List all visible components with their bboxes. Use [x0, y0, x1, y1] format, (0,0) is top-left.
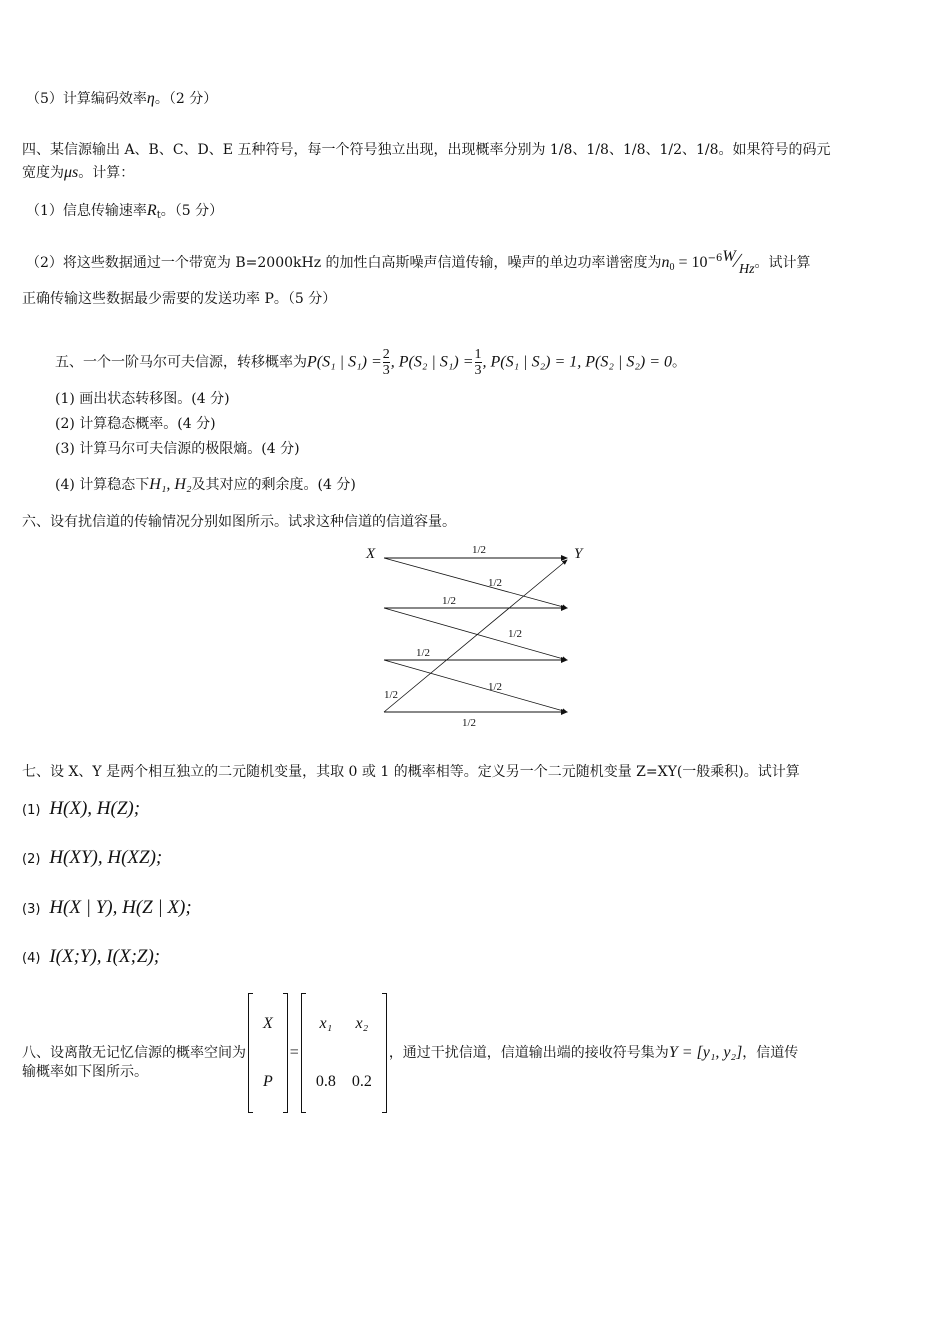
edge-label: 1/2 [472, 544, 487, 556]
q7-item-expression: H(X | Y), H(Z | X); [49, 897, 192, 918]
eta-symbol: η [146, 90, 155, 107]
q8-intro: 八、设离散无记忆信源的概率空间为 [22, 1045, 246, 1061]
n0-symbol: n [661, 254, 670, 271]
equals-sign: = [289, 1044, 299, 1061]
fraction-numerator: 2 [382, 347, 390, 362]
y-label: Y [574, 546, 583, 562]
q4-item2-text: （2）将这些数据通过一个带宽为 B=2000kHz 的加性白高斯噪声信道传输，噪声的单边功率谱密度为 [26, 255, 662, 271]
n0-subscript: 0 [669, 262, 675, 273]
q5-intro: 五、一个一阶马尔可夫信源，转移概率为 [55, 354, 307, 371]
q5-item4-text: (4) 计算稳态下 [55, 477, 150, 493]
edge-label: 1/2 [384, 689, 399, 701]
q4-stem-line2 [22, 164, 134, 182]
q5-prob-2: , P(S₂ | S₁) = [390, 353, 474, 371]
q7-item-expression: H(XY), H(XZ); [49, 847, 163, 868]
q5-item4 [55, 476, 356, 494]
n0-exponent: −6 [707, 253, 723, 264]
q4-item2-end: 。试计算 [754, 255, 811, 271]
unit-hz: Hz [738, 262, 755, 277]
x-label: X [366, 546, 376, 562]
q7-item-expression: I(X;Y), I(X;Z); [49, 946, 161, 967]
q4-item2 [26, 250, 811, 277]
q7-item-number: (3) [22, 902, 41, 917]
unit-slash: ∕ [735, 250, 739, 272]
q7-item3 [22, 897, 192, 921]
q8-middle-text: ，通过干扰信道，信道输出端的接收符号集为 [388, 1045, 669, 1061]
q4-item1 [26, 202, 223, 225]
unit-watt: W [722, 248, 736, 265]
output-symbol-set: Y = [y₁, y₂] [668, 1044, 743, 1061]
q7-item-expression: H(X), H(Z); [49, 798, 141, 819]
fraction-denominator: 3 [474, 363, 482, 378]
source-matrix-values [301, 993, 387, 1113]
edge-x3-y4 [384, 660, 567, 712]
fraction-1-3 [475, 347, 482, 378]
q5-item2: (2) 计算稳态概率。(4 分) [55, 416, 216, 432]
q7-item-number: (1) [22, 803, 41, 818]
matrix-p1: 0.8 [315, 1073, 336, 1090]
q4-item1-score: 。（5 分） [160, 203, 224, 219]
q5-stem [55, 347, 686, 378]
q7-item-number: (4) [22, 951, 41, 966]
n0-value: = 10 [674, 254, 708, 271]
edge-label: 1/2 [488, 681, 503, 693]
q4-item2-line2: 正确传输这些数据最少需要的发送功率 P。（5 分） [22, 291, 337, 307]
q6-stem: 六、设有扰信道的传输情况分别如图所示。试求这种信道的信道容量。 [22, 514, 456, 530]
fraction-2-3 [383, 347, 390, 378]
fraction-numerator: 1 [474, 347, 482, 362]
q8-stem-line2: 输概率如下图所示。 [22, 1064, 148, 1080]
edge-x2-y3 [384, 608, 567, 660]
q4-stem-line1: 四、某信源输出 A、B、C、D、E 五种符号，每一个符号独立出现，出现概率分别为 1/8、1/8、1/8、1/2、1/8。如果符号的码元 [22, 142, 831, 158]
q5-prob-1: P(S₁ | S₁) = [307, 353, 382, 371]
matrix-x1: x₁ [319, 1015, 333, 1032]
edge-label: 1/2 [488, 577, 503, 589]
matrix-p: P [263, 1073, 273, 1090]
source-matrix-symbols [248, 993, 288, 1113]
matrix-x2: x₂ [355, 1015, 369, 1032]
q4-item1-text: （1）信息传输速率 [26, 203, 147, 219]
q7-item4 [22, 946, 160, 970]
edge-label: 1/2 [442, 595, 457, 607]
q5-item4-score: 及其对应的剩余度。(4 分) [191, 477, 356, 493]
rate-symbol: R [146, 202, 157, 219]
q3-item5-score: 。（2 分） [154, 91, 218, 107]
q7-item1 [22, 798, 140, 822]
matrix-p2: 0.2 [351, 1073, 372, 1090]
q5-item3: (3) 计算马尔可夫信源的极限熵。(4 分) [55, 441, 300, 457]
edge-label: 1/2 [462, 717, 477, 729]
q7-stem: 七、设 X、Y 是两个相互独立的二元随机变量，其取 0 或 1 的概率相等。定义另一个二元随机变量 Z=XY(一般乘积)。试计算 [22, 764, 800, 780]
q4-line2-text: 宽度为 [22, 165, 64, 181]
q5-item1: (1) 画出状态转移图。(4 分) [55, 391, 230, 407]
q7-item-number: (2) [22, 852, 41, 867]
mu-s-symbol: μs [64, 164, 79, 181]
q3-item5-text: （5）计算编码效率 [26, 91, 147, 107]
q3-item5 [26, 90, 217, 108]
edge-label: 1/2 [508, 628, 523, 640]
rate-subscript: t [156, 210, 161, 221]
fraction-denominator: 3 [382, 363, 390, 378]
q4-line2-end: 。计算： [78, 165, 135, 181]
q5-prob-3: , P(S₁ | S₂) = 1, P(S₂ | S₂) = 0 [482, 353, 672, 371]
q8-stem-line1 [22, 993, 798, 1113]
edge-label: 1/2 [416, 647, 431, 659]
q7-item2 [22, 847, 162, 871]
matrix-x: X [263, 1015, 273, 1032]
channel-diagram [360, 540, 590, 730]
q8-line1-end: ，信道传 [742, 1045, 799, 1061]
q5-end: 。 [672, 354, 686, 371]
q5-item4-math: H₁, H₂ [149, 476, 192, 493]
